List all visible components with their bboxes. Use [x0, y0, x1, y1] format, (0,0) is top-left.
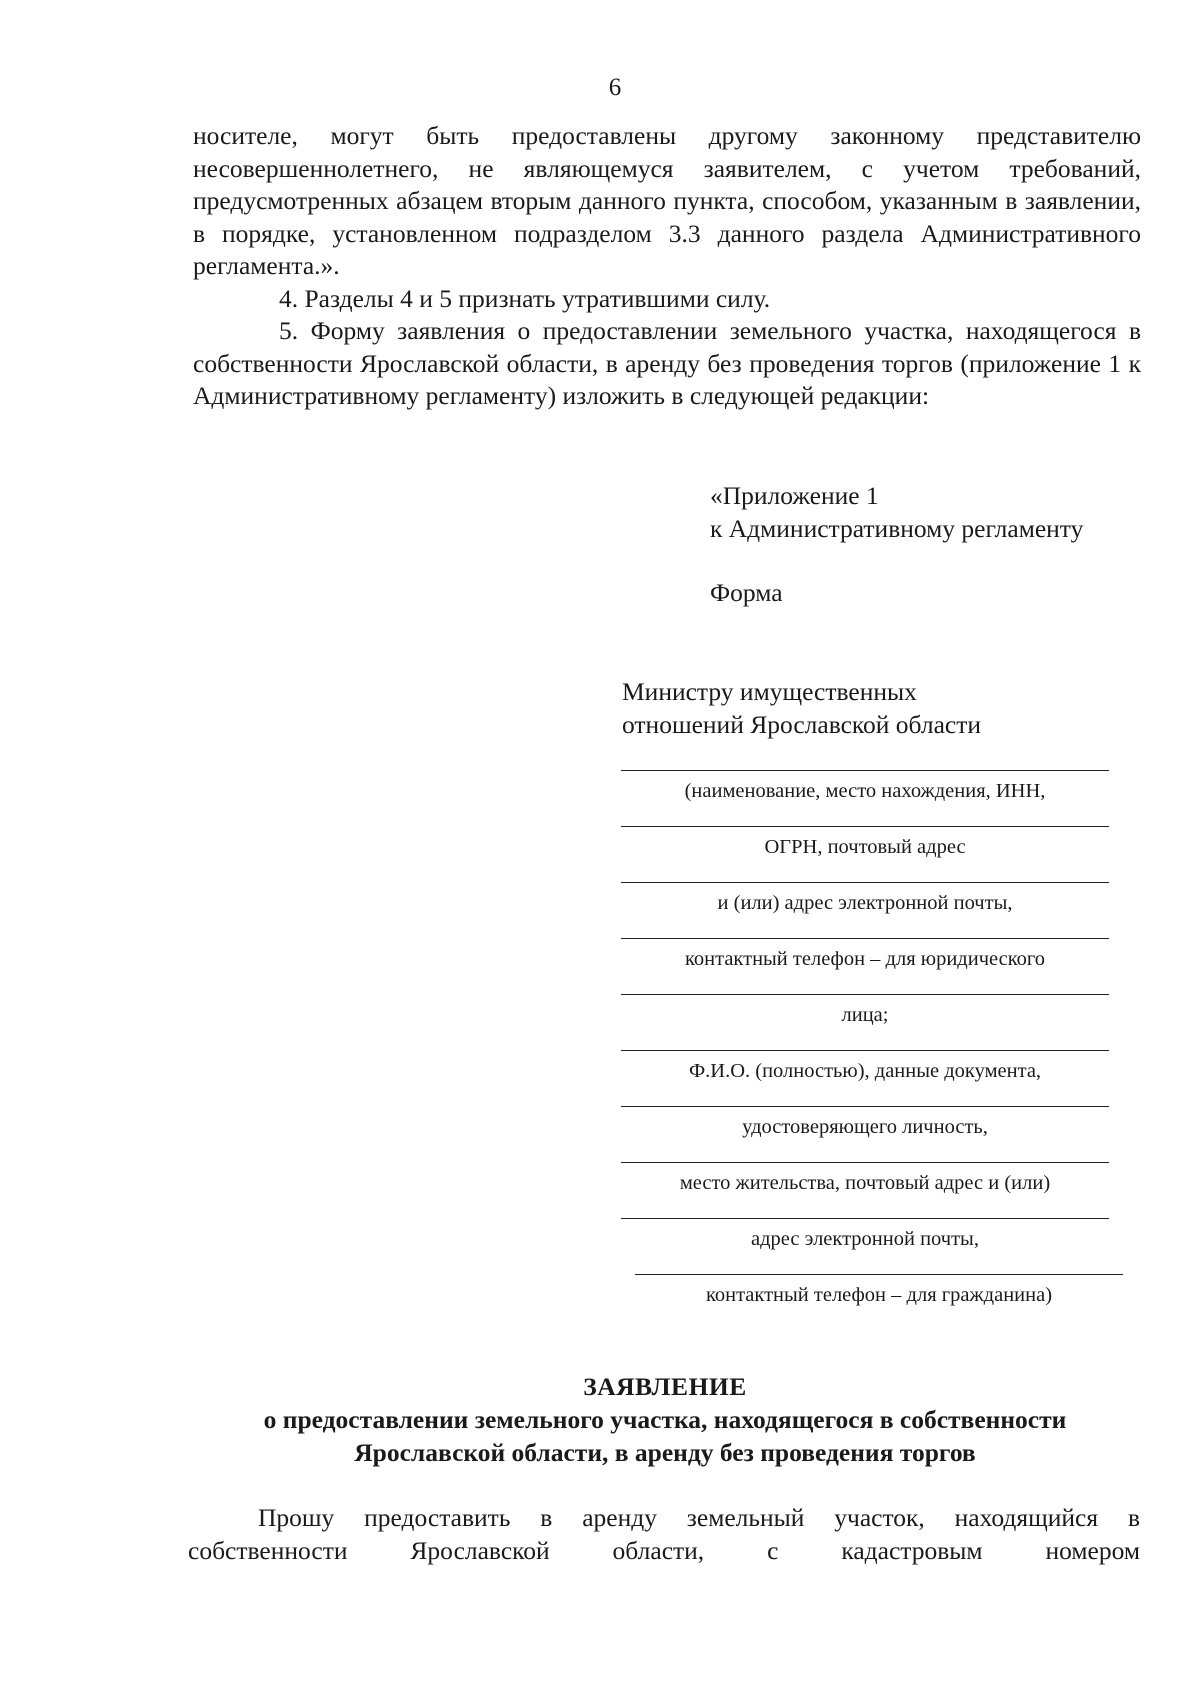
statement-heading: ЗАЯВЛЕНИЕ — [583, 1372, 747, 1401]
applicant-field-caption: ОГРН, почтовый адрес — [621, 826, 1109, 882]
applicant-field-caption: адрес электронной почты, — [621, 1218, 1109, 1274]
recipient-block — [622, 676, 981, 741]
applicant-field-caption: (наименование, место нахождения, ИНН, — [621, 770, 1109, 826]
form-label: Форма — [710, 578, 783, 607]
applicant-fields — [621, 770, 1109, 1330]
paragraph-sections-void: 4. Разделы 4 и 5 признать утратившими силу. — [279, 284, 771, 313]
applicant-field-caption: контактный телефон – для юридического — [621, 938, 1109, 994]
statement-subtitle-line-2: Ярославской области, в аренду без проведения торгов — [354, 1438, 976, 1467]
applicant-field-caption: и (или) адрес электронной почты, — [621, 882, 1109, 938]
paragraph-form-restate: 5. Форму заявления о предоставлении земельного участка, находящегося в собственности Ярославской области, в аренду без проведения торгов (приложение 1 к Административному регламенту) изложить в следующей редакции: — [193, 316, 1141, 410]
appendix-reference — [710, 480, 1083, 545]
request-paragraph: Прошу предоставить в аренду земельный участок, находящийся в собственности Ярославской области, с кадастровым номером — [188, 1503, 1140, 1565]
applicant-field-caption: лица; — [621, 994, 1109, 1050]
statement-subtitle-line-1: о предоставлении земельного участка, находящегося в собственности — [263, 1405, 1067, 1434]
applicant-field-caption: место жительства, почтовый адрес и (или) — [621, 1162, 1109, 1218]
applicant-field-caption: Ф.И.О. (полностью), данные документа, — [621, 1050, 1109, 1106]
applicant-field-caption: контактный телефон – для гражданина) — [635, 1274, 1123, 1330]
paragraph-continued: носителе, могут быть предоставлены другому законному представителю несовершеннолетнего, не являющемуся заявителем, с учетом требований, предусмотренных абзацем вторым данного пункта, способом, указанным в заявлении, в порядке, установленном подразделом 3.3 данного раздела Административного регламента.». — [193, 121, 1141, 280]
page-number: 6 — [608, 74, 622, 101]
recipient-line-2: отношений Ярославской области — [622, 709, 982, 739]
appendix-line-2: к Административному регламенту — [710, 513, 1084, 543]
appendix-line-1: «Приложение 1 — [710, 481, 879, 510]
applicant-field-caption: удостоверяющего личность, — [621, 1106, 1109, 1162]
recipient-line-1: Министру имущественных — [622, 677, 917, 706]
